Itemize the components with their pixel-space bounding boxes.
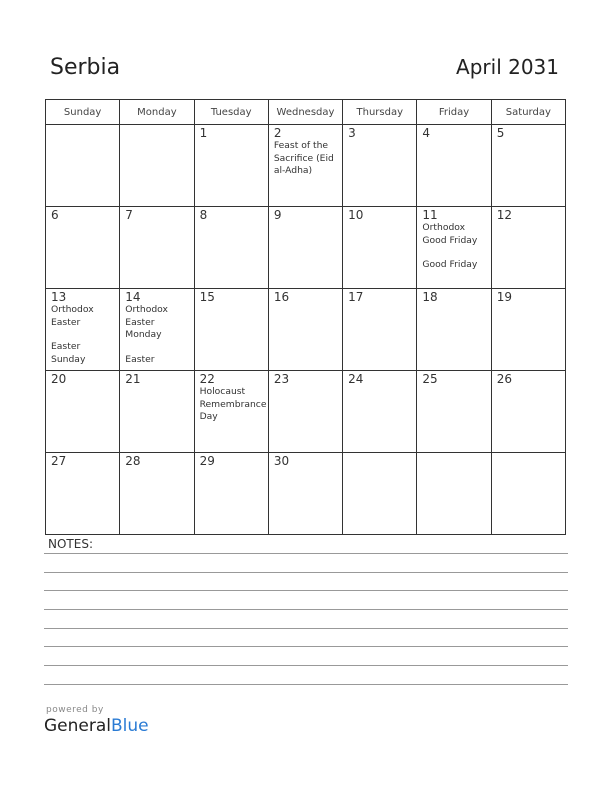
holiday-event: Orthodox Good Friday [422, 222, 478, 246]
day-cell [491, 125, 565, 207]
week-row [46, 289, 566, 371]
weekday-header-row [46, 100, 566, 125]
day-cell [343, 453, 417, 535]
day-cell [194, 453, 268, 535]
day-number: 29 [199, 454, 215, 468]
weekday-header: Thursday [343, 100, 417, 125]
notes-line [44, 590, 568, 591]
day-number: 16 [273, 290, 290, 304]
notes-line [44, 628, 568, 629]
holiday-event: Good Friday [422, 259, 478, 270]
day-cell [417, 453, 491, 535]
weekday-header: Friday [417, 100, 491, 125]
day-cell [120, 289, 194, 371]
day-number: 8 [199, 208, 208, 222]
day-number: 11 [422, 208, 438, 222]
day-number: 26 [496, 372, 512, 386]
week-row [46, 453, 566, 535]
holiday-event: Easter Sunday [51, 341, 86, 365]
holiday-event: Orthodox Easter Monday [125, 304, 168, 340]
month-year-title: April 2031 [456, 55, 559, 79]
day-number: 7 [125, 208, 133, 222]
event-spacer [422, 247, 485, 259]
brand-logo [44, 716, 149, 736]
day-cell [268, 207, 342, 289]
weekday-header: Sunday [46, 100, 120, 125]
event-spacer [125, 342, 188, 354]
day-number: 12 [496, 208, 512, 222]
day-cell [268, 289, 342, 371]
day-number: 3 [348, 126, 356, 140]
brand-blue: Blue [111, 716, 149, 736]
week-row [46, 207, 566, 289]
day-cell [343, 207, 417, 289]
day-number: 5 [496, 126, 505, 140]
day-cell [46, 125, 120, 207]
week-row [46, 125, 566, 207]
weekday-header: Wednesday [268, 100, 342, 125]
calendar-grid [45, 99, 566, 535]
day-cell [417, 207, 491, 289]
day-number: 20 [51, 372, 67, 386]
weekday-header: Saturday [491, 100, 565, 125]
day-cell [194, 371, 268, 453]
notes-line [44, 572, 568, 573]
notes-line [44, 684, 568, 685]
holiday-event: Easter [125, 353, 155, 365]
day-cell [120, 207, 194, 289]
day-cell [194, 125, 268, 207]
day-number: 6 [51, 208, 59, 222]
week-row [46, 371, 566, 453]
day-cell [491, 207, 565, 289]
holiday-event: Feast of the Sacrifice (Eid al-Adha) [273, 140, 334, 176]
holiday-event: Holocaust Remembrance Day [199, 386, 267, 422]
day-number: 2 [273, 126, 282, 140]
day-cell [417, 371, 491, 453]
weekday-header: Monday [120, 100, 194, 125]
day-number: 4 [422, 126, 431, 140]
day-cell [268, 125, 342, 207]
day-cell [120, 371, 194, 453]
day-number: 28 [125, 454, 141, 468]
powered-by-text: powered by [46, 705, 104, 715]
day-cell [343, 289, 417, 371]
day-cell [46, 453, 120, 535]
day-number: 24 [348, 372, 364, 386]
day-number: 15 [199, 290, 215, 304]
day-cell [417, 289, 491, 371]
day-number: 18 [422, 290, 438, 304]
day-cell [491, 289, 565, 371]
weekday-header: Tuesday [194, 100, 268, 125]
day-number: 25 [422, 372, 438, 386]
day-cell [268, 371, 342, 453]
day-cell [194, 289, 268, 371]
notes-line [44, 665, 568, 666]
day-cell [46, 207, 120, 289]
day-cell [343, 371, 417, 453]
day-number: 23 [273, 372, 290, 386]
day-cell [491, 371, 565, 453]
brand-general: General [44, 716, 111, 736]
country-title: Serbia [50, 55, 121, 80]
day-number: 1 [199, 126, 208, 140]
holiday-event: Orthodox Easter [51, 304, 94, 328]
day-number: 9 [273, 208, 282, 222]
day-number: 22 [199, 372, 215, 386]
day-number: 21 [125, 372, 141, 386]
day-cell [417, 125, 491, 207]
day-cell [194, 207, 268, 289]
day-number: 13 [51, 290, 67, 304]
day-number: 10 [348, 208, 364, 222]
day-number: 30 [273, 454, 290, 468]
day-cell [343, 125, 417, 207]
day-cell [46, 371, 120, 453]
notes-label: NOTES: [48, 537, 93, 551]
day-cell [491, 453, 565, 535]
day-number: 27 [51, 454, 67, 468]
event-spacer [51, 329, 114, 341]
day-cell [120, 453, 194, 535]
notes-line [44, 553, 568, 554]
day-cell [46, 289, 120, 371]
day-number: 19 [496, 290, 512, 304]
day-number: 17 [348, 290, 364, 304]
notes-line [44, 646, 568, 647]
day-cell [268, 453, 342, 535]
notes-line [44, 609, 568, 610]
day-number: 14 [125, 290, 141, 304]
day-cell [120, 125, 194, 207]
